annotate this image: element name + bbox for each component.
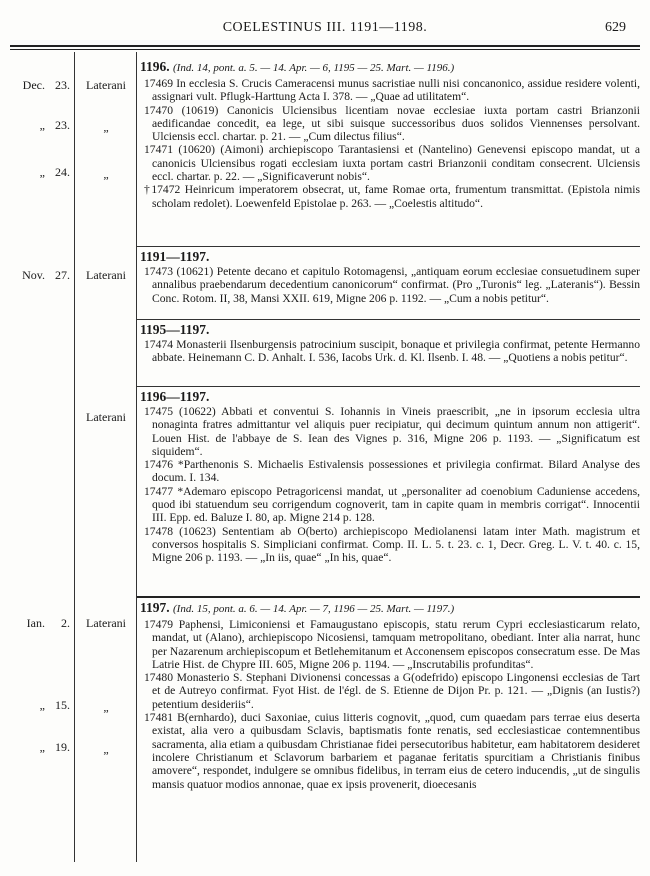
section-1191-1197: [140, 248, 640, 305]
regest-entry: 17471 (10620) (Aimoni) archiepiscopo Tarantasiensi et (Nantelino) Genevensi episcopo mandat, ut a canonicis Ulciensibus rogati ecclesiam iuxta portam castri Brianzonii conditam consecrent. Ulciensis eccl. chartar. p. 22. — „Significaverunt nobis“.: [144, 143, 640, 184]
year-heading: 1196—1197.: [140, 389, 210, 404]
margin-date: „ 23.: [39, 118, 70, 132]
margin-place: Laterani: [86, 268, 126, 282]
year-heading: 1196. (Ind. 14, pont. a. 5. — 14. Apr. — 6, 1195 — 25. Mart. — 1196.): [140, 59, 455, 74]
regest-entry: †17472 Heinricum imperatorem obsecrat, ut, fame Romae orta, frumentum transmittat. (Epistola nimis scholam redolet). Loewenfeld Epistolae p. 263. — „Coelestis altitudo“.: [144, 183, 640, 210]
year-heading: 1191—1197.: [140, 249, 210, 264]
regest-entry: 17474 Monasterii Ilsenburgensis patrocinium suscipit, bonaque et privilegia confirmat, petente Hermanno abbate. Heinemann C. D. Anhalt. I. 536, Iacobs Urk. d. Kl. Ilsenb. I. 48. — „Quotiens a nobis petitur“.: [144, 338, 640, 365]
margin-place: Laterani: [86, 410, 126, 424]
margin-place: „: [103, 167, 109, 181]
section-rule: [137, 596, 640, 598]
section-rule: [137, 246, 640, 247]
section-rule: [137, 319, 640, 320]
margin-date: „ 15.: [39, 698, 70, 712]
section-1196: [140, 58, 640, 210]
margin-place: „: [103, 120, 109, 134]
section-1196-1197: [140, 388, 640, 565]
section-1197: [140, 599, 640, 791]
year-heading: 1195—1197.: [140, 322, 210, 337]
section-1195-1197: [140, 321, 640, 365]
indiction-note: (Ind. 14, pont. a. 5. — 14. Apr. — 6, 1195 — 25. Mart. — 1196.): [173, 62, 455, 74]
running-title: COELESTINUS III. 1191—1198.: [222, 20, 428, 35]
regest-entry: 17469 In ecclesia S. Crucis Cameracensi munus sacristiae nulli nisi concanonico, assidue residere volenti, assignari vult. Pflugk-Harttung Acta I. 378. — „Quae ad utilitatem“.: [144, 77, 640, 104]
margin-place: „: [103, 742, 109, 756]
margin-place: Laterani: [86, 78, 126, 92]
regest-entry: 17479 Paphensi, Limiconiensi et Famaugustano episcopis, statu rerum Cypri ecclesiasticarum relato, mandat, ut (Alano), archiepiscopo Nicosiensi, tamquam metropolitano, obediant. Inter alia narrat, hunc per Nazarenum archiepiscopum et Betlehemitanum et Acconensem episcopos consecratum esse. De Mas Latrie Hist. de Chypre III. 605, Migne 206 p. 1194. — „Inscrutabilis profunditas“.: [144, 618, 640, 671]
page-number: 629: [605, 20, 626, 35]
margin-place: „: [103, 700, 109, 714]
regest-entry: 17478 (10623) Sententiam ab O(berto) archiepiscopo Mediolanensi latam inter Math. magistrum et conversos hospitalis S. Simpliciani confirmat. Comp. II. L. 5. t. 23. c. 1, Decr. Greg. L. V. t. 40. c. 15, Migne 206 p. 1193. — „In iis, quae“ „In his, quae“.: [144, 524, 640, 565]
regest-entry: 17481 B(ernhardo), duci Saxoniae, cuius litteris cognovit, „quod, cum quaedam pars terrae eius deserta existat, alia vero a quibusdam Sclavis, baptismatis fonte renatis, sed ecclesiasticae contemnentibus sacramenta, alia etiam a quibusdam Christianae fidei persecutoribus habitetur, eam habitatorem desideret incolere Christianum et Sclavorum barbariem et paganae feritatis spurcitiam a Christianis finibus amovere“, respondet, indulgere se omnibus fidelibus, in terram eius de cetero inducendis, „ut de singulis mansis quatuor modios annonae, quae ex ipsis provenerit, dioecesanis: [144, 711, 640, 791]
margin-date: Ian. 2.: [26, 616, 70, 630]
regest-entry: 17476 *Parthenonis S. Michaelis Estivalensis possessiones et privilegia confirmat. Bilard Analyse des docum. I. 134.: [144, 458, 640, 485]
regest-entry: 17477 *Ademaro episcopo Petragoricensi mandat, ut „personaliter ad coenobium Caduniense accedens, quod ibi statuendum seu corrigendum cognoverit, tam in capite quam in membris corrigat“. Innocentii III. Epp. ed. Baluze I. 80, ap. Migne 214 p. 128.: [144, 484, 640, 525]
margin-date: Dec. 23.: [22, 78, 70, 92]
margin-date: „ 24.: [39, 165, 70, 179]
margin-date: „ 19.: [39, 740, 70, 754]
indiction-note: (Ind. 15, pont. a. 6. — 14. Apr. — 7, 1196 — 25. Mart. — 1197.): [173, 603, 455, 615]
regest-entry: 17480 Monasterio S. Stephani Divionensi concessas a G(odefrido) episcopo Lingonensi ecclesias de Tart et de Autreyo confirmat. Fyot Hist. de l'égl. de S. Etienne de Dijon Pr. p. 121. — „Dignis (an Iustis?) petentium desideriis“.: [144, 671, 640, 711]
regest-entry: 17475 (10622) Abbati et conventui S. Iohannis in Vineis praescribit, „ne in ipsorum ecclesia ultra nonaginta fratres admittantur vel aliquis puer recipiatur, qui decimum quintum annum non attigerit“. Louen Hist. de l'abbaye de S. Iean des Vignes p. 316, Migne 206 p. 1193. — „Significatum est siquidem“.: [144, 405, 640, 458]
column-divider-place: [136, 52, 137, 862]
page-header: [0, 20, 650, 42]
header-rule-thick: [10, 45, 640, 47]
margin-date: Nov. 27.: [22, 268, 70, 282]
header-rule-thin: [10, 49, 640, 50]
section-rule: [137, 386, 640, 387]
margin-place: Laterani: [86, 616, 126, 630]
regest-entry: 17473 (10621) Petente decano et capitulo Rotomagensi, „antiquam eorum ecclesiae consuetudinem super annalibus praebendarum decedentium canonicorum“ confirmat. (Pro „Turonis“ leg. „Lateranis“). Bessin Conc. Rotom. II, 38, Mansi XXII. 619, Migne 206 p. 1192. — „Cum a nobis petitur“.: [144, 265, 640, 305]
year-heading: 1197. (Ind. 15, pont. a. 6. — 14. Apr. — 7, 1196 — 25. Mart. — 1197.): [140, 600, 455, 615]
column-divider-date: [74, 52, 75, 862]
regest-entry: 17470 (10619) Canonicis Ulciensibus licentiam novae ecclesiae iuxta portam castri Brianzonii aedificandae concedit, ea lege, ut sibi suisque successoribus duos solidos Viennenses persolvant. Ulciensis eccl. chartar. p. 21. — „Cum dilectus filius“.: [144, 103, 640, 144]
